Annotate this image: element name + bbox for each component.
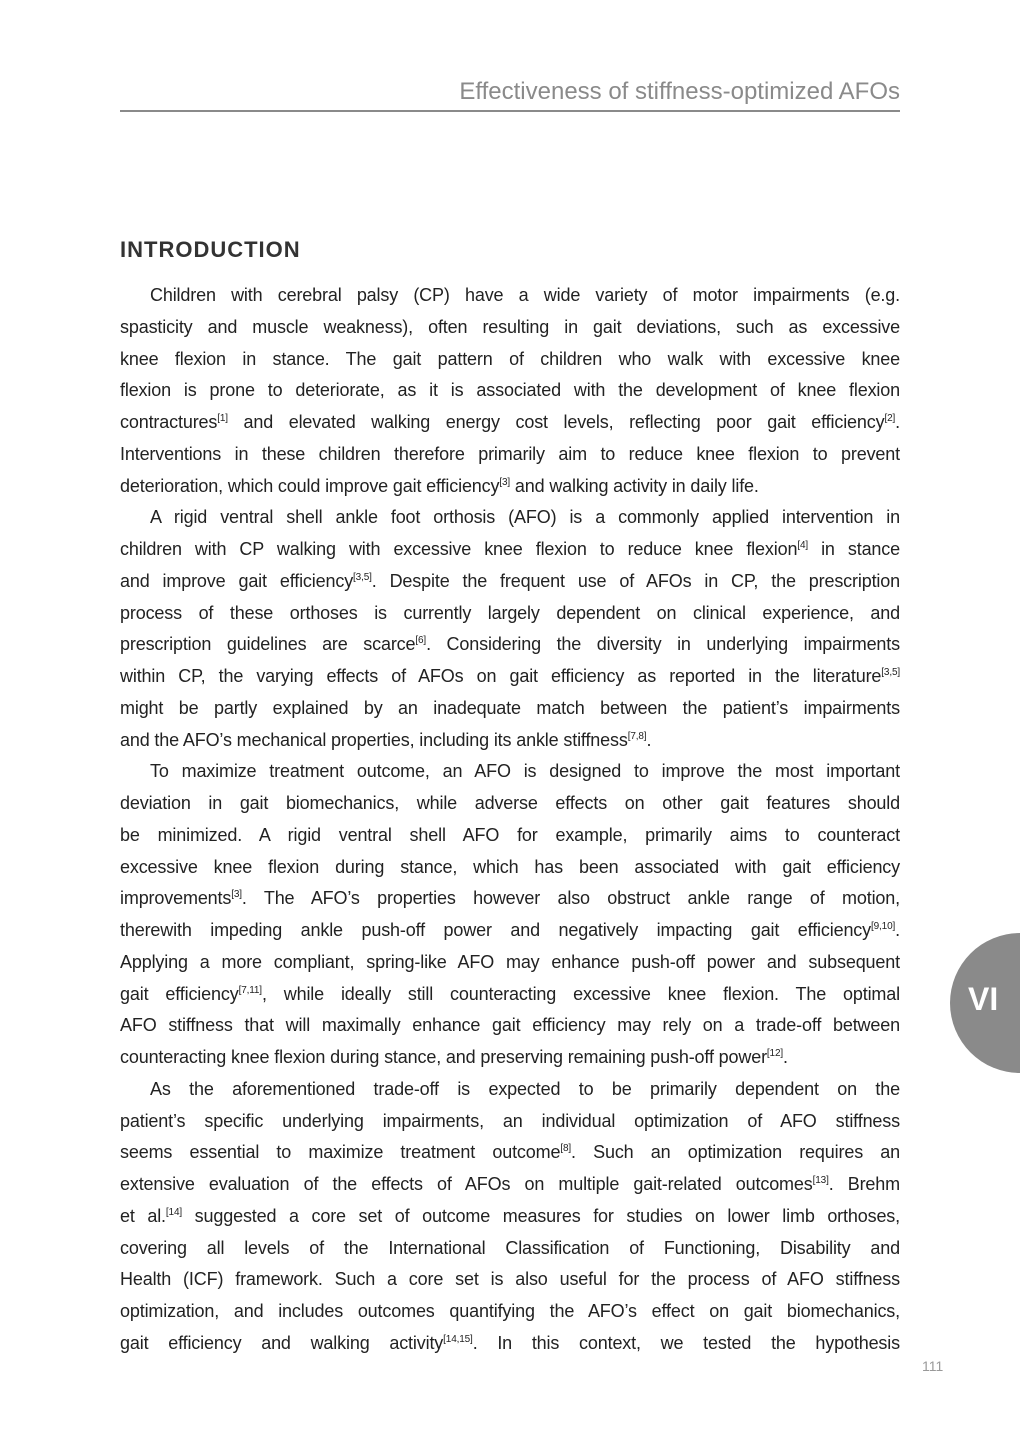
text-segment: process of these orthoses is currently largely dependent on clinical experience, and [120,602,900,623]
text-segment: To maximize treatment outcome, an AFO is designed to improve the most important [150,761,900,782]
text-line [120,1233,900,1265]
text-segment: Children with cerebral palsy (CP) have a wide variety of motor impairments (e.g. [150,285,900,305]
text-segment: be minimized. A rigid ventral shell AFO for example, primarily aims to counteract [120,824,900,845]
citation-reference: [2] [884,413,896,424]
citation-reference: [7,8] [627,730,647,742]
chapter-tab [950,933,1020,1073]
text-line [120,471,900,503]
text-line [120,280,900,312]
running-head-title: Effectiveness of stiffness-optimized AFOs [459,78,900,105]
text-line [120,693,900,725]
citation-reference: [9,10] [871,921,896,932]
text-segment: prescription guidelines are scarce [120,634,416,655]
text-segment: . The AFO’s properties however also obstruct ankle range of motion, [241,888,900,909]
text-segment: therewith impeding ankle push-off power and negatively impacting gait efficiency [120,920,872,940]
citation-reference: [12] [766,1048,784,1059]
text-segment: . [895,920,900,940]
text-line [120,725,900,757]
text-line [120,629,900,661]
text-line [120,820,900,852]
text-line [120,1201,900,1233]
paragraph [120,280,900,502]
text-segment: covering all levels of the International Classification of Functioning, Disability and [120,1237,900,1258]
text-segment: within CP, the varying effects of AFOs on gait efficiency as reported in the literature [120,666,882,686]
text-segment: and the AFO’s mechanical properties, including its ankle stiffness [120,729,628,750]
text-segment: . [646,729,652,750]
text-line [120,979,900,1011]
text-line [120,312,900,344]
paragraph [120,1074,900,1360]
citation-reference: [14,15] [443,1333,473,1345]
text-segment: gait efficiency and walking activity [120,1332,444,1353]
text-line [120,852,900,884]
text-line [120,1106,900,1138]
body-text [120,280,900,1360]
citation-reference: [3,5] [353,571,372,583]
text-segment: and improve gait efficiency [120,570,354,591]
text-line [120,566,900,598]
citation-reference: [3] [231,889,242,901]
text-segment: . Such an optimization requires an [571,1142,900,1163]
text-segment: deterioration, which could improve gait efficiency [120,475,500,496]
text-segment: improvements [120,888,232,909]
text-segment: and walking activity in daily life. [510,475,759,496]
text-line [120,947,900,979]
text-segment: . [895,412,900,432]
citation-reference: [13] [812,1175,829,1186]
text-segment: . Despite the frequent use of AFOs in CP, the prescription [371,570,901,591]
citation-reference: [3] [499,476,511,488]
text-segment: . Considering the diversity in underlying impairments [426,634,900,655]
paragraph [120,502,900,756]
text-segment: patient’s specific underlying impairments, an individual optimization of AFO stiffness [120,1110,900,1131]
text-line [120,1137,900,1169]
text-segment: spasticity and muscle weakness), often resulting in gait deviations, such as excessive [120,316,900,337]
text-line [120,534,900,566]
text-segment: might be partly explained by an inadequate match between the patient’s impairments [120,697,900,718]
text-line [120,1074,900,1106]
text-line [120,1296,900,1328]
text-line [120,1264,900,1296]
citation-reference: [6] [415,635,427,647]
text-segment: et al. [120,1205,166,1226]
text-line [120,598,900,630]
citation-reference: [4] [797,540,808,551]
citation-reference: [8] [560,1143,572,1155]
text-line [120,1042,900,1074]
text-segment: gait efficiency [120,983,239,1004]
text-segment: A rigid ventral shell ankle foot orthosis (AFO) is a commonly applied intervention in [150,507,900,528]
header-rule [120,110,900,112]
text-segment: Applying a more compliant, spring-like AFO may enhance push-off power and subsequent [120,951,900,972]
text-line [120,344,900,376]
text-line [120,883,900,915]
text-segment: knee flexion in stance. The gait pattern of children who walk with excessive knee [120,348,900,369]
text-segment: contractures [120,412,218,432]
text-segment: . [783,1047,788,1067]
text-line [120,1328,900,1360]
text-line [120,661,900,693]
text-segment: Interventions in these children therefore primarily aim to reduce knee flexion to prevent [120,443,900,464]
text-segment: suggested a core set of outcome measures for studies on lower limb orthoses, [182,1205,901,1226]
citation-reference: [3,5] [881,667,900,678]
text-segment: excessive knee flexion during stance, which has been associated with gait efficiency [120,856,900,877]
text-line [120,788,900,820]
text-segment: , while ideally still counteracting excessive knee flexion. The optimal [261,983,900,1004]
text-segment: extensive evaluation of the effects of AFOs on multiple gait-related outcomes [120,1174,813,1194]
text-line [120,915,900,947]
section-heading: INTRODUCTION [120,237,301,262]
citation-reference: [7,11] [238,984,262,996]
text-segment: . Brehm [828,1174,901,1194]
text-segment: counteracting knee flexion during stance, and preserving remaining push-off power [120,1047,767,1067]
text-line [120,439,900,471]
text-segment: As the aforementioned trade-off is expected to be primarily dependent on the [150,1078,900,1099]
text-segment: AFO stiffness that will maximally enhance gait efficiency may rely on a trade-off between [120,1015,900,1036]
text-segment: in stance [807,539,900,559]
text-line [120,375,900,407]
text-line [120,756,900,788]
text-line [120,502,900,534]
text-segment: flexion is prone to deteriorate, as it is associated with the development of knee flexion [120,380,900,401]
text-segment: optimization, and includes outcomes quantifying the AFO’s effect on gait biomechanics, [120,1301,900,1321]
text-segment: deviation in gait biomechanics, while adverse effects on other gait features should [120,793,900,813]
text-line [120,1169,900,1201]
page-number: 111 [922,1358,944,1374]
text-segment: children with CP walking with excessive knee flexion to reduce knee flexion [120,539,798,559]
chapter-tab-label: VI [968,981,999,1017]
text-segment: . In this context, we tested the hypothesis [472,1332,900,1353]
citation-reference: [14] [165,1206,183,1218]
text-segment: and elevated walking energy cost levels, reflecting poor gait efficiency [227,412,885,432]
text-line [120,1010,900,1042]
text-segment: Health (ICF) framework. Such a core set is also useful for the process of AFO stiffness [120,1269,900,1290]
citation-reference: [1] [217,413,228,424]
text-segment: seems essential to maximize treatment outcome [120,1142,561,1163]
text-line [120,407,900,439]
paragraph [120,756,900,1074]
